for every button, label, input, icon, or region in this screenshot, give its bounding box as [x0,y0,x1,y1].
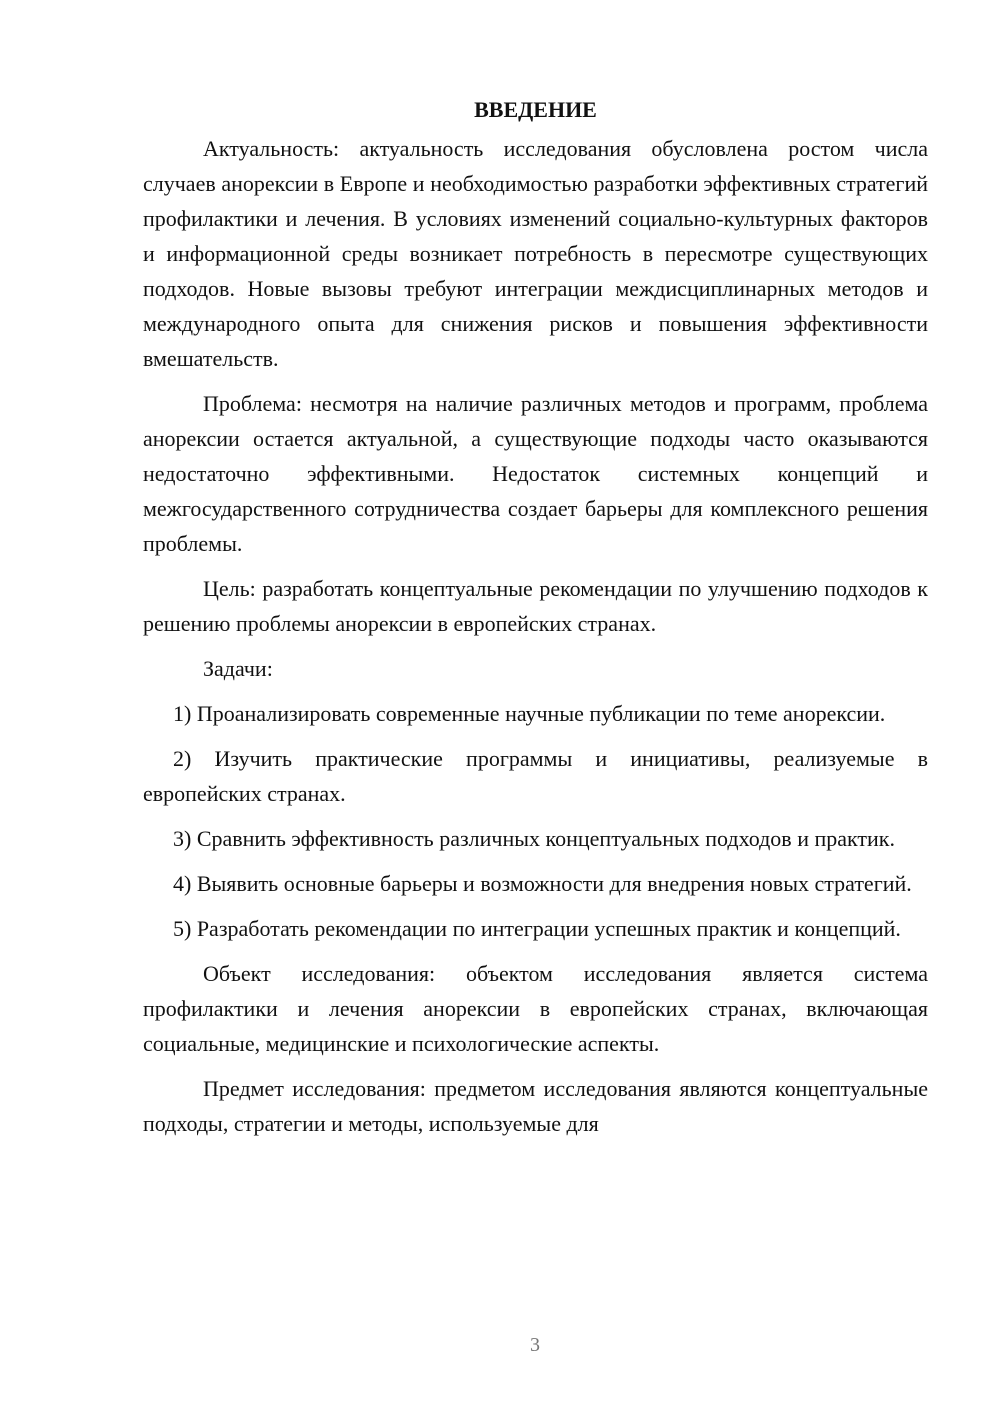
paragraph-object: Объект исследования: объектом исследования является система профилактики и лечения анорексии в европейских странах, включающая социальные, медицинские и психологические аспекты. [143,961,928,1056]
document-body [143,95,928,1151]
task-item: 1) Проанализировать современные научные публикации по теме анорексии. [173,701,886,726]
tasks-list [143,696,928,946]
task-item: 2) Изучить практические программы и инициативы, реализуемые в европейских странах. [143,746,928,806]
paragraph-subject: Предмет исследования: предметом исследования являются концептуальные подходы, стратегии и методы, используемые для [143,1076,928,1136]
paragraph-relevance: Актуальность: актуальность исследования обусловлена ростом числа случаев анорексии в Европе и необходимостью разработки эффективных стратегий профилактики и лечения. В условиях изменений социально-культурных факторов и информационной среды возникает потребность в пересмотре существующих подходов. Новые вызовы требуют интеграции междисциплинарных методов и международного опыта для снижения рисков и повышения эффективности вмешательств. [143,136,928,371]
task-item: 5) Разработать рекомендации по интеграции успешных практик и концепций. [173,916,901,941]
section-title: ВВЕДЕНИЕ [474,97,597,122]
paragraph-problem: Проблема: несмотря на наличие различных методов и программ, проблема анорексии остается актуальной, а существующие подходы часто оказываются недостаточно эффективными. Недостаток системных концепций и межгосударственного сотрудничества создает барьеры для комплексного решения проблемы. [143,391,928,556]
task-item: 4) Выявить основные барьеры и возможности для внедрения новых стратегий. [173,871,912,896]
task-item: 3) Сравнить эффективность различных концептуальных подходов и практик. [173,826,895,851]
page-number: 3 [530,1334,540,1356]
paragraph-goal: Цель: разработать концептуальные рекомендации по улучшению подходов к решению проблемы анорексии в европейских странах. [143,576,928,636]
tasks-heading: Задачи: [203,656,273,681]
